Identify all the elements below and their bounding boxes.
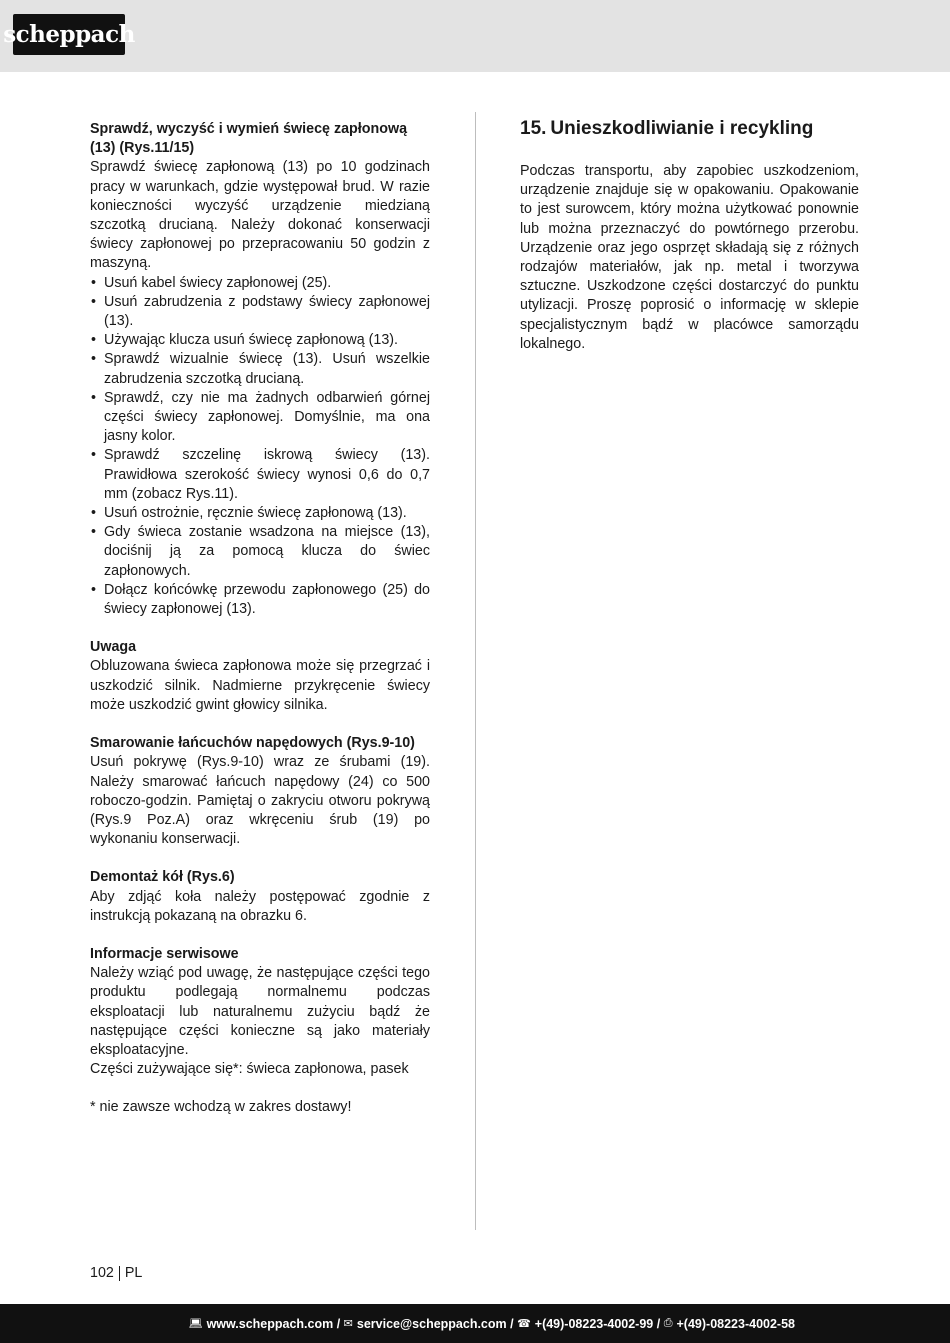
chains-section [90, 734, 430, 849]
warning-section [90, 638, 430, 715]
section-15-heading [520, 118, 859, 140]
list-item: • Sprawdź, czy nie ma żadnych odbarwień górnej części świecy zapłonowej. Domyślnie, ma ona jasny kolor. [90, 389, 430, 447]
list-item: • Sprawdź wizualnie świecę (13). Usuń wszelkie zabrudzenia szczotką drucianą. [90, 350, 430, 388]
footer-website[interactable]: www.scheppach.com [206, 1316, 334, 1331]
disposal-text: Podczas transportu, aby zapobiec uszkodzeniom, urządzenie znajduje się w opakowaniu. Opakowanie to jest surowcem, który można użytkować ponownie lub można przeznaczyć do powtórnego przerobu. Urządzenie oraz jego osprzęt składają się z różnych rodzajów materiałów, jak np. metal i tworzywa sztuczne. Uszkodzone części dostarczyć do punktu utylizacji. Proszę poprosić o informację w sklepie specjalistycznym bądź w placówce samorządu lokalnego. [520, 163, 859, 352]
left-column [90, 120, 430, 1118]
footer-sep: / [333, 1316, 344, 1331]
sparkplug-intro: Sprawdź świecę zapłonową (13) po 10 godzinach pracy w warunkach, gdzie występował brud. W razie konieczności wyczyść urządzenie miedzianą szczotką drucianą. Należy dokonać konserwacji świecy zapłonowej po przepracowaniu 50 godzin z maszyną. [90, 159, 430, 272]
service-text: Należy wziąć pod uwagę, że następujące części tego produktu podlegają normalnemu podczas eksploatacji lub naturalnemu zużyciu bądź że następujące części konieczne są jako materiały eksploatacyjne. [90, 965, 430, 1058]
right-column [520, 118, 859, 354]
footer-sep: / [506, 1316, 518, 1331]
list-item: • Usuń zabrudzenia z podstawy świecy zapłonowej (13). [90, 293, 430, 331]
page-language: PL [124, 1265, 143, 1281]
section-title: Unieszkodliwianie i recykling [550, 118, 814, 139]
section-number: 15. [520, 118, 547, 139]
footer-email[interactable]: service@scheppach.com [356, 1316, 507, 1331]
chains-text: Usuń pokrywę (Rys.9-10) wraz ze śrubami (19). Należy smarować łańcuch napędowy (24) co 500 roboczo-godzin. Pamiętaj o zakryciu otworu pokrywą (Rys.9 Poz.A) oraz wkręceniu śrub (19) po wykonaniu konserwacji. [90, 754, 430, 848]
scheppach-logo: scheppach [13, 14, 125, 55]
list-item: • Używając klucza usuń świecę zapłonową (13). [90, 331, 430, 350]
computer-icon: 💻︎ [188, 1318, 203, 1330]
list-item: • Usuń kabel świecy zapłonowej (25). [90, 274, 430, 293]
mail-icon: ✉︎ [343, 1318, 353, 1330]
list-item: • Usuń ostrożnie, ręcznie świecę zapłonową (13). [90, 504, 430, 523]
footer-phone[interactable]: +(49)-08223-4002-99 [534, 1316, 654, 1331]
sparkplug-section [90, 120, 430, 619]
footer-band [0, 1304, 950, 1343]
wheels-section [90, 868, 430, 926]
footer-sep: / [653, 1316, 664, 1331]
service-heading: Informacje serwisowe [90, 945, 239, 962]
wheels-text: Aby zdjąć koła należy postępować zgodnie z instrukcją pokazaną na obrazku 6. [90, 888, 430, 924]
list-item: • Gdy świeca zostanie wsadzona na miejsce (13), dociśnij ją za pomocą klucza do świec zapłonowych. [90, 523, 430, 581]
page-number-value: 102 [90, 1265, 114, 1281]
chains-heading: Smarowanie łańcuchów napędowych (Rys.9-10) [90, 735, 415, 752]
wheels-heading: Demontaż kół (Rys.6) [90, 869, 235, 886]
sparkplug-steps [90, 274, 430, 620]
wear-parts: Części zużywające się*: świeca zapłonowa, pasek [90, 1061, 409, 1078]
warning-heading: Uwaga [90, 639, 137, 656]
footnote: * nie zawsze wchodzą w zakres dostawy! [90, 1099, 352, 1116]
sparkplug-heading: Sprawdź, wyczyść i wymień świecę zapłonową (13) (Rys.11/15) [90, 121, 408, 157]
footer-fax: +(49)-08223-4002-58 [676, 1316, 795, 1331]
list-item: • Dołącz końcówkę przewodu zapłonowego (25) do świecy zapłonowej (13). [90, 581, 430, 619]
header-band [0, 0, 950, 72]
page-separator [119, 1266, 120, 1281]
warning-text: Obluzowana świeca zapłonowa może się przegrzać i uszkodzić silnik. Nadmierne przykręcenie świecy może uszkodzić gwint głowicy silnika. [90, 658, 430, 713]
service-section [90, 945, 430, 1079]
fax-icon: ⎙ [663, 1317, 673, 1329]
page-number [90, 1265, 142, 1281]
column-divider [475, 112, 476, 1230]
list-item: • Sprawdź szczelinę iskrową świecy (13). Prawidłowa szerokość świecy wynosi 0,6 do 0,7 mm (zobacz Rys.11). [90, 446, 430, 504]
phone-icon: ☎︎ [517, 1318, 531, 1330]
